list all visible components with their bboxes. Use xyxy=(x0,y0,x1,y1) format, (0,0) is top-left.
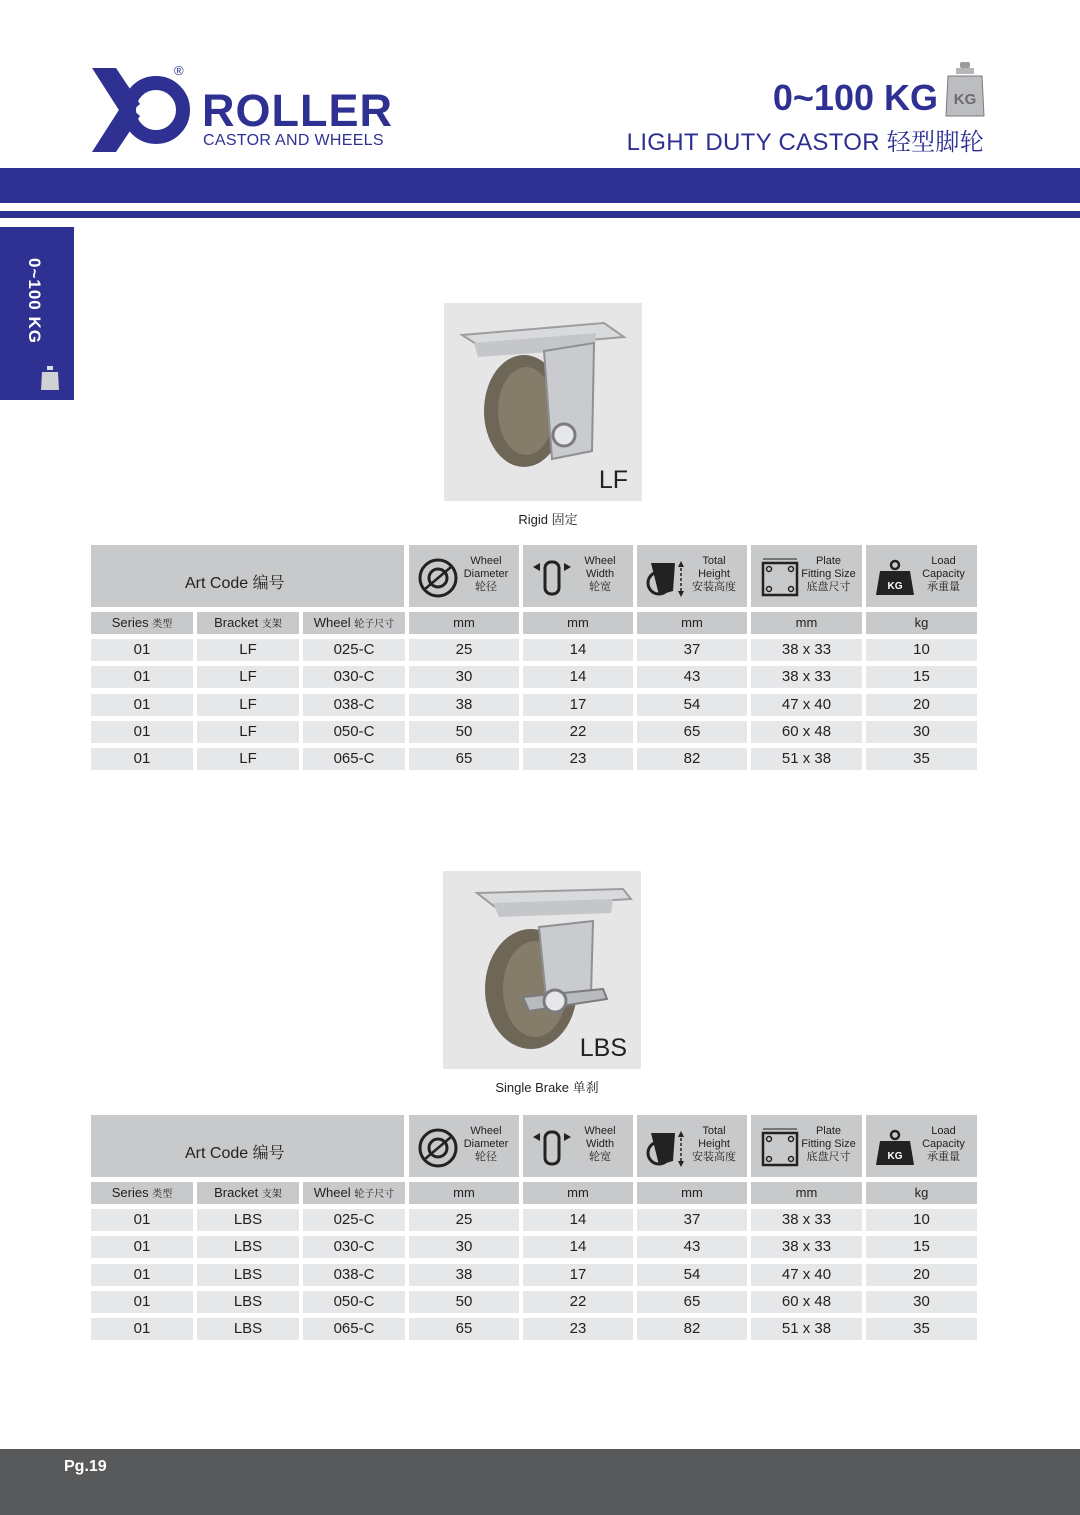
spec-header-line: 轮宽 xyxy=(589,1151,611,1163)
table-cell: LF xyxy=(197,694,299,716)
table-cell: 01 xyxy=(91,1264,193,1286)
side-weight-icon xyxy=(40,366,60,390)
spec-header-line: 底盘尺寸 xyxy=(806,581,851,593)
table-cell: 01 xyxy=(91,666,193,688)
product-photo-lbs xyxy=(443,871,641,1069)
table-cell: 25 xyxy=(409,639,519,661)
subheader-en: mm xyxy=(681,1185,703,1200)
category-title: LIGHT DUTY CASTOR 轻型脚轮 xyxy=(626,129,984,156)
spec-header-line: 底盘尺寸 xyxy=(806,1151,851,1163)
table-cell: 15 xyxy=(866,666,977,688)
spec-header-line: Load xyxy=(931,1125,956,1137)
spec-header-label xyxy=(912,555,975,594)
column-subheader xyxy=(197,612,299,634)
subheader-en: Bracket xyxy=(214,1185,259,1200)
table-cell: 38 x 33 xyxy=(751,1209,862,1231)
subheader-en: mm xyxy=(453,1185,475,1200)
spec-header-line: 承重量 xyxy=(927,581,960,593)
table-cell: 25 xyxy=(409,1209,519,1231)
column-subheader xyxy=(523,1182,633,1204)
column-subheader xyxy=(751,612,862,634)
spec-header xyxy=(637,545,747,607)
spec-header-line: Width xyxy=(585,1138,615,1150)
load-capacity-icon xyxy=(874,557,916,599)
spec-header-line: 轮径 xyxy=(475,1151,497,1163)
spec-header-line: Total xyxy=(702,1125,726,1137)
wheel-width-icon xyxy=(531,557,573,599)
spec-header-line: Fitting Size xyxy=(801,1138,856,1150)
table-cell: 01 xyxy=(91,1291,193,1313)
table-cell: 38 x 33 xyxy=(751,1236,862,1258)
table-cell: 10 xyxy=(866,1209,977,1231)
product-code: LBS xyxy=(579,1034,627,1062)
table-cell: 15 xyxy=(866,1236,977,1258)
table-cell: 50 xyxy=(409,1291,519,1313)
table-cell: 01 xyxy=(91,694,193,716)
subheader-en: mm xyxy=(567,1185,589,1200)
table-cell: 23 xyxy=(523,748,633,770)
spec-header-label xyxy=(569,1125,631,1164)
table-cell: 47 x 40 xyxy=(751,1264,862,1286)
wheel-width-icon xyxy=(531,1127,573,1169)
subheader-cn: 类型 xyxy=(152,619,173,630)
spec-header-line: Wheel xyxy=(584,555,616,567)
spec-header-label xyxy=(912,1125,975,1164)
table-cell: 065-C xyxy=(303,1318,405,1340)
table-cell: 01 xyxy=(91,1236,193,1258)
spec-table-lf xyxy=(91,545,977,773)
kg-badge: KG xyxy=(887,1151,903,1162)
subheader-en: Wheel xyxy=(313,1185,351,1200)
subheader-cn: 轮子尺寸 xyxy=(354,1189,395,1200)
brand-name: ROLLER xyxy=(202,85,393,136)
table-cell: 30 xyxy=(866,1291,977,1313)
art-code-header xyxy=(91,545,404,607)
subheader-en: Wheel xyxy=(313,615,351,630)
column-subheader xyxy=(523,612,633,634)
table-cell: 22 xyxy=(523,1291,633,1313)
column-subheader xyxy=(751,1182,862,1204)
table-cell: 82 xyxy=(637,748,747,770)
spec-header-label xyxy=(683,1125,745,1164)
spec-header xyxy=(409,545,519,607)
spec-header xyxy=(866,545,977,607)
spec-header-label xyxy=(455,1125,517,1164)
table-cell: 60 x 48 xyxy=(751,721,862,743)
column-subheader xyxy=(303,1182,405,1204)
art-code-label: Art Code 编号 xyxy=(185,575,285,592)
side-tab-label: 0~100 KG xyxy=(25,258,44,344)
table-cell: 01 xyxy=(91,1318,193,1340)
table-cell: 038-C xyxy=(303,694,405,716)
table-cell: LBS xyxy=(197,1291,299,1313)
weight-icon xyxy=(944,60,986,118)
subheader-cn: 类型 xyxy=(152,1189,173,1200)
table-cell: 37 xyxy=(637,1209,747,1231)
subheader-cn: 支架 xyxy=(261,1189,282,1200)
spec-header-line: Capacity xyxy=(922,1138,965,1150)
spec-header-line: Capacity xyxy=(922,568,965,580)
plate-size-icon xyxy=(759,1127,801,1169)
column-subheader xyxy=(409,1182,519,1204)
spec-header-label xyxy=(797,555,860,594)
table-cell: 14 xyxy=(523,666,633,688)
table-cell: 43 xyxy=(637,666,747,688)
spec-header-label xyxy=(455,555,517,594)
table-cell: 065-C xyxy=(303,748,405,770)
table-cell: 22 xyxy=(523,721,633,743)
column-subheader xyxy=(91,1182,193,1204)
spec-header xyxy=(409,1115,519,1177)
product-code: LF xyxy=(598,466,628,494)
table-cell: 17 xyxy=(523,694,633,716)
header-band xyxy=(0,168,1080,203)
subheader-cn: 轮子尺寸 xyxy=(354,619,395,630)
subheader-en: Bracket xyxy=(214,615,259,630)
spec-header-line: 承重量 xyxy=(927,1151,960,1163)
subheader-en: Series xyxy=(111,1185,149,1200)
spec-header-line: Diameter xyxy=(463,568,509,580)
table-cell: LBS xyxy=(197,1236,299,1258)
spec-header-line: 轮宽 xyxy=(589,581,611,593)
spec-header-line: Wheel xyxy=(584,1125,616,1137)
spec-header xyxy=(637,1115,747,1177)
table-cell: 38 x 33 xyxy=(751,639,862,661)
table-cell: 030-C xyxy=(303,666,405,688)
table-cell: 23 xyxy=(523,1318,633,1340)
total-height-icon xyxy=(645,1127,687,1169)
table-cell: 65 xyxy=(409,1318,519,1340)
spec-header-line: Load xyxy=(931,555,956,567)
table-cell: 51 x 38 xyxy=(751,748,862,770)
column-subheader xyxy=(637,1182,747,1204)
spec-header-line: 安装高度 xyxy=(692,1151,736,1163)
product-caption: Rigid 固定 xyxy=(518,512,578,527)
registered-mark: ® xyxy=(174,63,184,78)
subheader-en: mm xyxy=(795,1185,818,1200)
spec-header-line: 轮径 xyxy=(475,581,497,593)
table-cell: 038-C xyxy=(303,1264,405,1286)
table-cell: 30 xyxy=(409,1236,519,1258)
spec-header-line: Wheel xyxy=(470,555,502,567)
kg-badge: KG xyxy=(887,581,903,592)
table-cell: 43 xyxy=(637,1236,747,1258)
table-cell: 030-C xyxy=(303,1236,405,1258)
plate-size-icon xyxy=(759,557,801,599)
table-cell: 20 xyxy=(866,1264,977,1286)
subheader-en: mm xyxy=(681,615,703,630)
spec-header-line: Diameter xyxy=(463,1138,509,1150)
table-cell: 51 x 38 xyxy=(751,1318,862,1340)
load-range-title: 0~100 KG xyxy=(772,77,938,118)
product-photo-lf xyxy=(444,303,642,501)
subheader-en: mm xyxy=(567,615,589,630)
table-cell: 20 xyxy=(866,694,977,716)
table-cell: 025-C xyxy=(303,639,405,661)
footer-band xyxy=(0,1449,1080,1515)
subheader-en: kg xyxy=(914,615,929,630)
spec-table-lbs xyxy=(91,1115,977,1343)
table-cell: 54 xyxy=(637,694,747,716)
spec-header-line: Fitting Size xyxy=(801,568,856,580)
spec-header xyxy=(751,1115,862,1177)
subheader-en: mm xyxy=(453,615,475,630)
table-cell: 35 xyxy=(866,748,977,770)
table-cell: 82 xyxy=(637,1318,747,1340)
spec-header-line: Plate xyxy=(815,555,842,567)
subheader-en: Series xyxy=(111,615,149,630)
spec-header-line: Height xyxy=(698,1138,730,1150)
spec-header-line: Width xyxy=(585,568,615,580)
load-capacity-icon xyxy=(874,1127,916,1169)
table-cell: 30 xyxy=(409,666,519,688)
column-subheader xyxy=(409,612,519,634)
table-cell: LF xyxy=(197,639,299,661)
spec-header-line: Wheel xyxy=(470,1125,502,1137)
art-code-header xyxy=(91,1115,404,1177)
table-cell: 30 xyxy=(866,721,977,743)
spec-header-line: Total xyxy=(702,555,726,567)
table-cell: 54 xyxy=(637,1264,747,1286)
subheader-en: mm xyxy=(795,615,818,630)
spec-header xyxy=(866,1115,977,1177)
column-subheader xyxy=(866,612,977,634)
column-subheader xyxy=(197,1182,299,1204)
table-cell: 37 xyxy=(637,639,747,661)
table-cell: 14 xyxy=(523,639,633,661)
table-cell: LBS xyxy=(197,1318,299,1340)
wheel-diameter-icon xyxy=(417,557,459,599)
header-rule xyxy=(0,211,1080,218)
table-cell: 01 xyxy=(91,1209,193,1231)
table-cell: 01 xyxy=(91,639,193,661)
table-cell: 38 x 33 xyxy=(751,666,862,688)
spec-header xyxy=(751,545,862,607)
page-number: Pg.19 xyxy=(64,1458,107,1475)
spec-header-label xyxy=(569,555,631,594)
table-cell: 14 xyxy=(523,1236,633,1258)
table-cell: LF xyxy=(197,721,299,743)
spec-header-line: 安装高度 xyxy=(692,581,736,593)
spec-header-label xyxy=(683,555,745,594)
table-cell: 47 x 40 xyxy=(751,694,862,716)
table-cell: 01 xyxy=(91,721,193,743)
table-cell: 50 xyxy=(409,721,519,743)
table-cell: 35 xyxy=(866,1318,977,1340)
art-code-label: Art Code 编号 xyxy=(185,1145,285,1162)
table-cell: 10 xyxy=(866,639,977,661)
table-cell: 65 xyxy=(637,1291,747,1313)
spec-header xyxy=(523,1115,633,1177)
table-cell: LF xyxy=(197,666,299,688)
spec-header-label xyxy=(797,1125,860,1164)
weight-icon-label: KG xyxy=(953,91,977,108)
column-subheader xyxy=(303,612,405,634)
wheel-diameter-icon xyxy=(417,1127,459,1169)
spec-header-line: Plate xyxy=(815,1125,842,1137)
column-subheader xyxy=(866,1182,977,1204)
brand-subtitle: CASTOR AND WHEELS xyxy=(203,132,384,149)
table-cell: 050-C xyxy=(303,721,405,743)
subheader-en: kg xyxy=(914,1185,929,1200)
table-cell: 38 xyxy=(409,694,519,716)
spec-header xyxy=(523,545,633,607)
total-height-icon xyxy=(645,557,687,599)
column-subheader xyxy=(637,612,747,634)
table-cell: 65 xyxy=(637,721,747,743)
spec-header-line: Height xyxy=(698,568,730,580)
column-subheader xyxy=(91,612,193,634)
table-cell: 17 xyxy=(523,1264,633,1286)
table-cell: LBS xyxy=(197,1264,299,1286)
product-caption: Single Brake 单刹 xyxy=(495,1080,599,1095)
table-cell: 01 xyxy=(91,748,193,770)
table-cell: LF xyxy=(197,748,299,770)
subheader-cn: 支架 xyxy=(261,619,282,630)
table-cell: LBS xyxy=(197,1209,299,1231)
table-cell: 050-C xyxy=(303,1291,405,1313)
table-cell: 14 xyxy=(523,1209,633,1231)
table-cell: 38 xyxy=(409,1264,519,1286)
table-cell: 025-C xyxy=(303,1209,405,1231)
table-cell: 60 x 48 xyxy=(751,1291,862,1313)
table-cell: 65 xyxy=(409,748,519,770)
